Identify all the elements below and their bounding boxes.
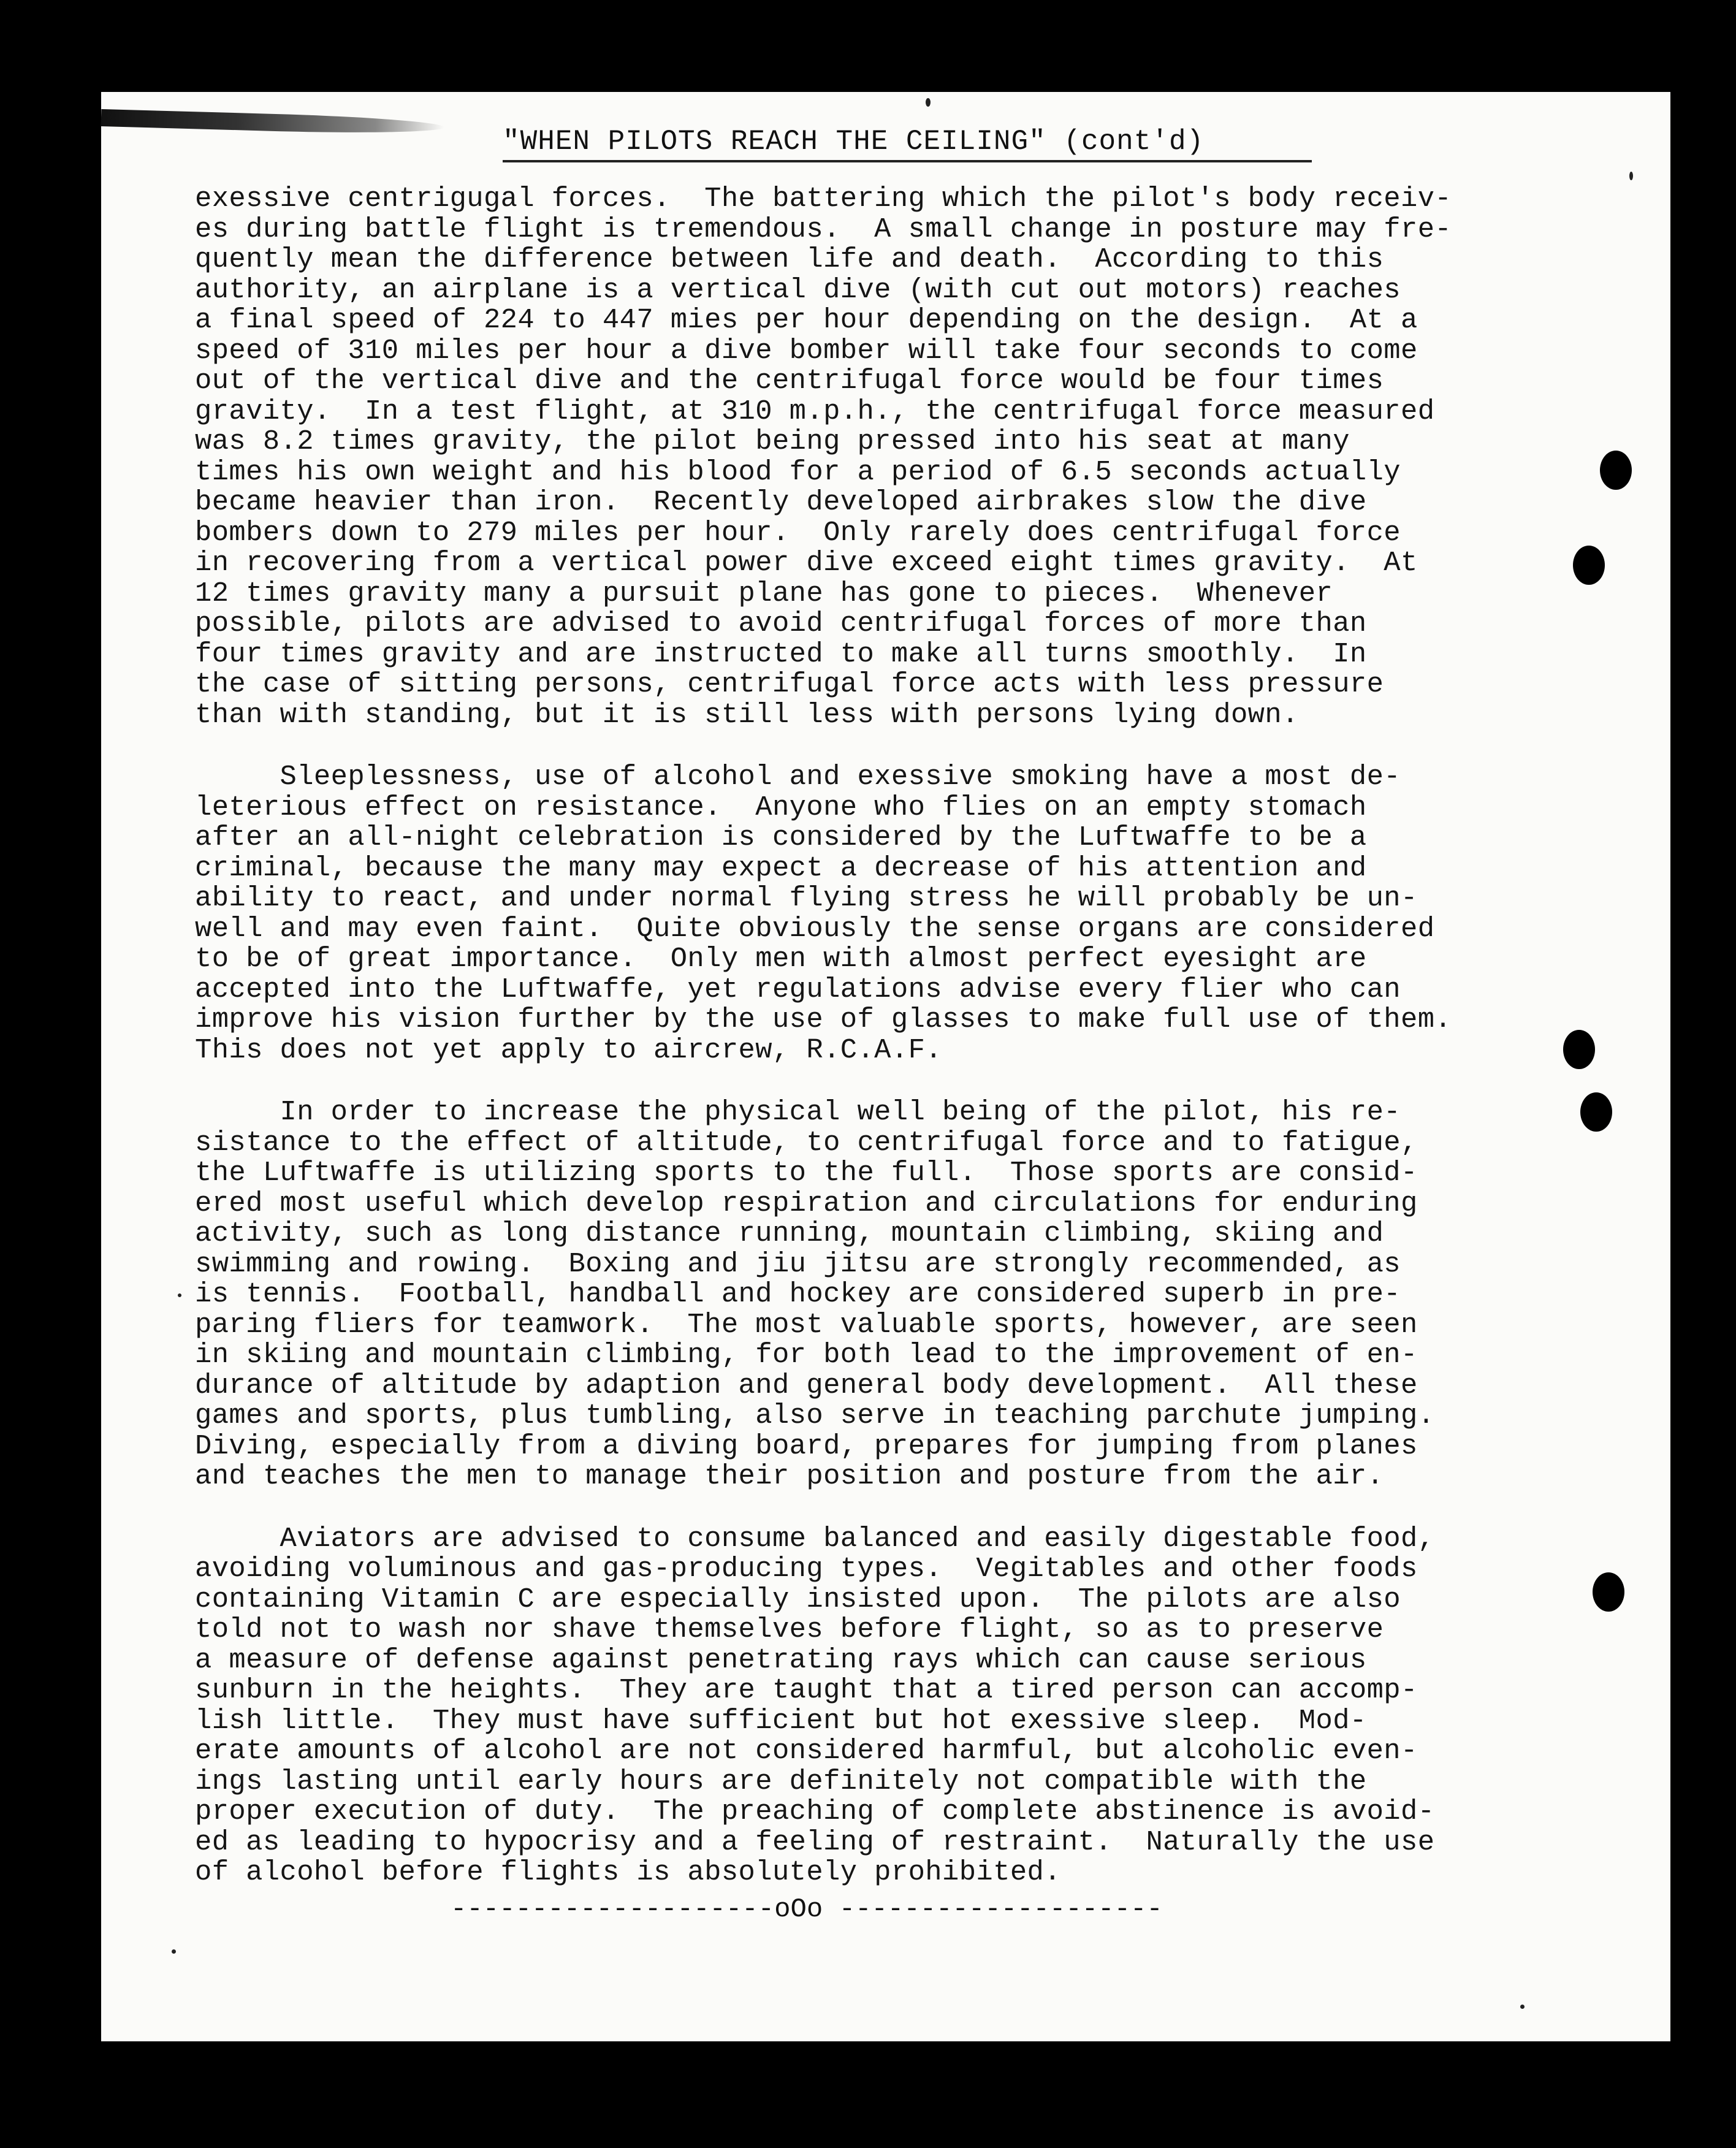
text-line: told not to wash nor shave themselves before flight, so as to preserve [195, 1613, 1384, 1645]
text-line: well and may even faint. Quite obviously the sense organs are considered [195, 912, 1435, 945]
text-line: exessive centrigugal forces. The battering which the pilot's body receiv- [195, 183, 1452, 215]
text-line: was 8.2 times gravity, the pilot being pressed into his seat at many [195, 425, 1350, 457]
paragraph-1 [195, 184, 1553, 730]
text-line: authority, an airplane is a vertical dive (with cut out motors) reaches [195, 273, 1401, 306]
text-line: activity, such as long distance running, mountain climbing, skiing and [195, 1217, 1384, 1249]
paragraph-3 [195, 1097, 1553, 1492]
text-line: speed of 310 miles per hour a dive bomber will take four seconds to come [195, 334, 1418, 367]
binder-hole [1580, 1092, 1612, 1132]
text-line: after an all-night celebration is considered by the Luftwaffe to be a [195, 821, 1367, 853]
text-line: sistance to the effect of altitude, to centrifugal force and to fatigue, [195, 1126, 1418, 1159]
text-line: leterious effect on resistance. Anyone who flies on an empty stomach [195, 791, 1367, 823]
paper-speck [1629, 172, 1633, 180]
text-line: Sleeplessness, use of alcohol and exessive smoking have a most de- [195, 761, 1401, 793]
document-body [195, 184, 1553, 1920]
text-line: bombers down to 279 miles per hour. Only rarely does centrifugal force [195, 516, 1401, 549]
text-line: possible, pilots are advised to avoid centrifugal forces of more than [195, 607, 1367, 639]
text-line: the case of sitting persons, centrifugal force acts with less pressure [195, 668, 1384, 700]
binder-hole [1600, 451, 1632, 490]
page-header-title: "WHEN PILOTS REACH THE CEILING" (cont'd) [503, 126, 1312, 162]
text-line: avoiding voluminous and gas-producing types. Vegitables and other foods [195, 1553, 1418, 1585]
paper-speck [172, 1949, 176, 1954]
text-line: to be of great importance. Only men with almost perfect eyesight are [195, 943, 1367, 975]
text-line: became heavier than iron. Recently developed airbrakes slow the dive [195, 486, 1367, 518]
binder-hole [1593, 1572, 1624, 1612]
text-line: improve his vision further by the use of glasses to make full use of them. [195, 1004, 1452, 1035]
paper-speck [926, 98, 931, 107]
paragraph-4 [195, 1524, 1553, 1888]
text-line: This does not yet apply to aircrew, R.C.A.F. [195, 1034, 942, 1066]
text-line: sunburn in the heights. They are taught that a tired person can accomp- [195, 1674, 1418, 1706]
text-line: games and sports, plus tumbling, also serve in teaching parchute jumping. [195, 1400, 1435, 1431]
text-line: Aviators are advised to consume balanced and easily digestable food, [195, 1522, 1435, 1555]
text-line: ered most useful which develop respiration and circulations for enduring [195, 1187, 1418, 1219]
text-line: proper execution of duty. The preaching of complete abstinence is avoid- [195, 1796, 1435, 1827]
text-line: swimming and rowing. Boxing and jiu jitsu are strongly recommended, as [195, 1247, 1401, 1280]
binder-hole [1573, 546, 1605, 585]
binder-hole [1563, 1030, 1595, 1069]
text-line: containing Vitamin C are especially insisted upon. The pilots are also [195, 1583, 1401, 1615]
text-line: in skiing and mountain climbing, for both lead to the improvement of en- [195, 1339, 1418, 1371]
text-line: criminal, because the many may expect a decrease of his attention and [195, 851, 1367, 884]
text-line: the Luftwaffe is utilizing sports to the full. Those sports are consid- [195, 1157, 1418, 1189]
text-line: than with standing, but it is still less with persons lying down. [195, 698, 1299, 731]
text-line: lish little. They must have sufficient but hot exessive sleep. Mod- [195, 1704, 1367, 1737]
text-line: es during battle flight is tremendous. A small change in posture may fre- [195, 213, 1452, 245]
text-line: ings lasting until early hours are definitely not compatible with the [195, 1765, 1367, 1797]
text-line: In order to increase the physical well being of the pilot, his re- [195, 1096, 1401, 1128]
text-line: durance of altitude by adaption and general body development. All these [195, 1369, 1418, 1401]
end-divider: --------------------oOo -------------------- [451, 1894, 1163, 1925]
text-line: four times gravity and are instructed to make all turns smoothly. In [195, 638, 1367, 670]
paper-speck [178, 1293, 181, 1297]
text-line: erate amounts of alcohol are not considered harmful, but alcoholic even- [195, 1735, 1418, 1767]
paragraph-2 [195, 762, 1553, 1065]
text-line: gravity. In a test flight, at 310 m.p.h., the centrifugal force measured [195, 395, 1435, 427]
paper-speck [1520, 2005, 1525, 2009]
text-line: ability to react, and under normal flying stress he will probably be un- [195, 882, 1418, 914]
text-line: times his own weight and his blood for a period of 6.5 seconds actually [195, 455, 1401, 488]
text-line: in recovering from a vertical power dive exceed eight times gravity. At [195, 547, 1418, 579]
text-line: a measure of defense against penetrating rays which can cause serious [195, 1643, 1367, 1676]
text-line: paring fliers for teamwork. The most valuable sports, however, are seen [195, 1308, 1418, 1341]
text-line: a final speed of 224 to 447 mies per hour depending on the design. At a [195, 304, 1418, 336]
text-line: is tennis. Football, handball and hockey are considered superb in pre- [195, 1278, 1401, 1310]
text-line: 12 times gravity many a pursuit plane has gone to pieces. Whenever [195, 577, 1333, 609]
text-line: and teaches the men to manage their position and posture from the air. [195, 1460, 1384, 1492]
text-line: of alcohol before flights is absolutely prohibited. [195, 1856, 1061, 1888]
text-line: Diving, especially from a diving board, prepares for jumping from planes [195, 1430, 1418, 1462]
text-line: ed as leading to hypocrisy and a feeling of restraint. Naturally the use [195, 1826, 1435, 1858]
text-line: out of the vertical dive and the centrifugal force would be four times [195, 365, 1384, 397]
text-line: accepted into the Luftwaffe, yet regulations advise every flier who can [195, 973, 1401, 1005]
text-line: quently mean the difference between life and death. According to this [195, 243, 1384, 275]
